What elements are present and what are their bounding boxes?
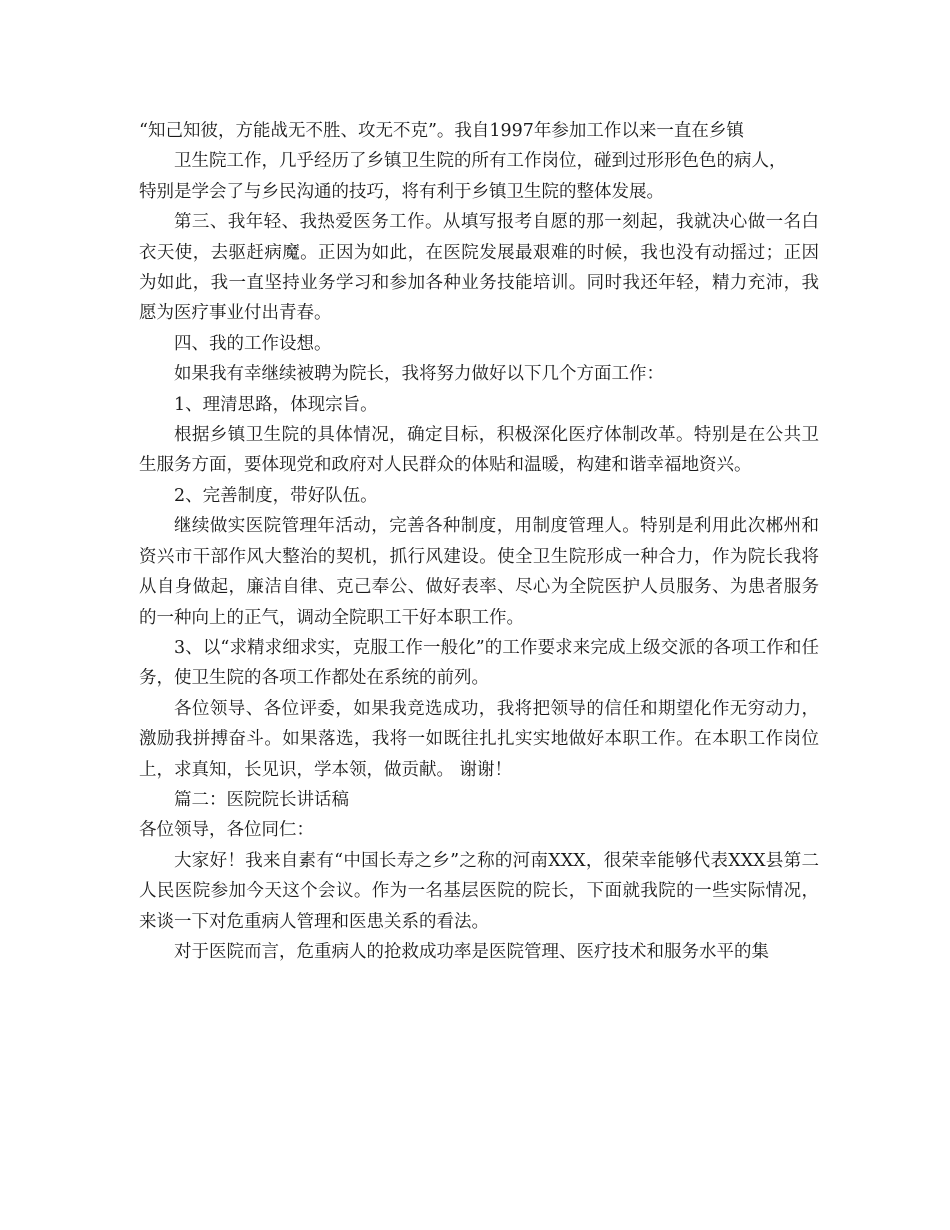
salutation: 各位领导，各位同仁： [139,820,314,841]
paragraph: 大家好！我来自素有“中国长寿之乡”之称的河南XXX，很荣幸能够代表XXX县第二人民医院参加今天这个会议。作为一名基层医院的院长，下面就我院的一些实际情况，来谈一下对危重病人管理和医患关系的看法。 [139,850,819,932]
list-item-heading: 2、完善制度，带好队伍。 [174,485,378,506]
paragraph: 特别是学会了与乡民沟通的技巧，将有利于乡镇卫生院的整体发展。 [139,181,664,202]
paragraph: 第三、我年轻、我热爱医务工作。从填写报考自愿的那一刻起，我就决心做一名白衣天使，去驱赶病魔。正因为如此，在医院发展最艰难的时候，我也没有动摇过；正因为如此，我一直坚持业务学习和参加各种业务技能培训。同时我还年轻，精力充沛，我愿为医疗事业付出青春。 [139,212,819,324]
paragraph: 卫生院工作，几乎经历了乡镇卫生院的所有工作岗位，碰到过形形色色的病人， [174,151,787,172]
list-item-heading: 3、以“求精求细求实，克服工作一般化”的工作要求来完成上级交派的各项工作和任务，使卫生院的各项工作都处在系统的前列。 [139,637,819,689]
paragraph: “知己知彼，方能战无不胜、攻无不克”。我自1997年参加工作以来一直在乡镇 [139,121,744,141]
paragraph: 继续做实医院管理年活动，完善各种制度，用制度管理人。特别是利用此次郴州和资兴市干部作风大整治的契机，抓行风建设。使全卫生院形成一种合力，作为院长我将从自身做起，廉洁自律、克己奉公、做好表率、尽心为全院医护人员服务、为患者服务的一种向上的正气，调动全院职工干好本职工作。 [139,516,819,628]
list-item-heading: 1、理清思路，体现宗旨。 [174,394,378,415]
paragraph: 对于医院而言，危重病人的抢救成功率是医院管理、医疗技术和服务水平的集 [174,941,769,962]
article-title: 篇二：医院院长讲话稿 [174,789,349,810]
paragraph: 如果我有幸继续被聘为院长，我将努力做好以下几个方面工作： [174,364,664,385]
paragraph: 根据乡镇卫生院的具体情况，确定目标，积极深化医疗体制改革。特别是在公共卫生服务方面，要体现党和政府对人民群众的体贴和温暖，构建和谐幸福地资兴。 [139,425,819,476]
paragraph: 各位领导、各位评委，如果我竞选成功，我将把领导的信任和期望化作无穷动力，激励我拼搏奋斗。如果落选，我将一如既往扎扎实实地做好本职工作。在本职工作岗位上，求真知，长见识，学本领，做贡献。 谢谢！ [139,698,819,780]
document-body [139,116,819,967]
section-heading: 四、我的工作设想。 [174,333,332,354]
